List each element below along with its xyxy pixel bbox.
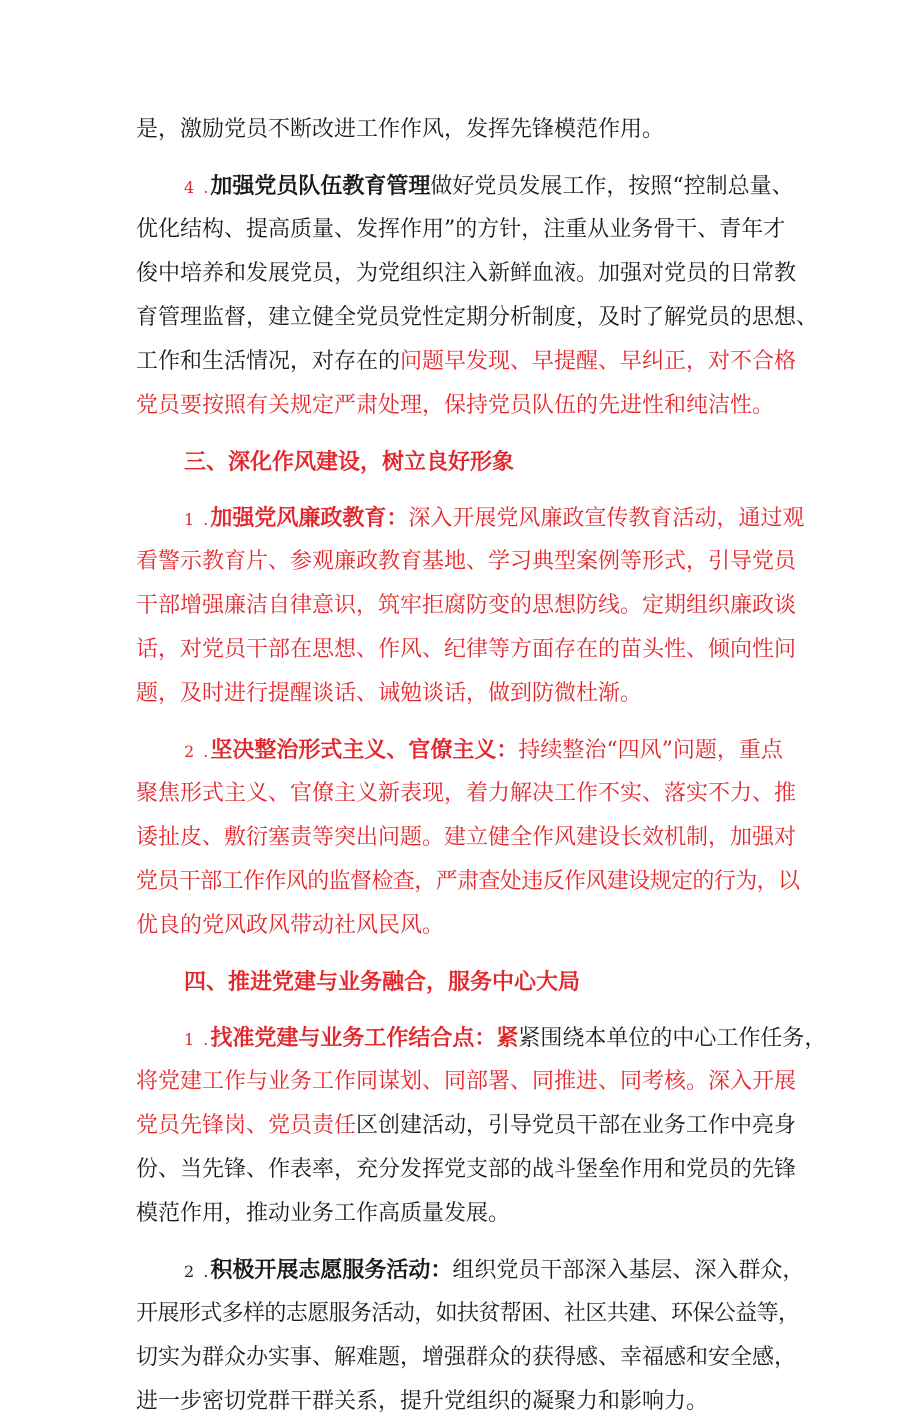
paragraph-continuation	[136, 108, 800, 152]
paragraph-text: 持续整治“四风”问题，重点	[518, 738, 783, 763]
paragraph-4-1-line	[136, 1060, 800, 1104]
paragraph-text: 俊中培养和发展党员，为党组织注入新鲜血液。加强对党员的日常教	[136, 261, 797, 286]
item-number: 1 .	[184, 1030, 211, 1049]
paragraph-4-line	[136, 340, 800, 384]
section-heading-text: 三、深化作风建设，树立良好形象	[184, 449, 515, 475]
paragraph-3-1-line	[136, 672, 800, 716]
section-heading	[136, 440, 800, 484]
paragraph-text: 份、当先锋、作表率，充分发挥党支部的战斗堡垒作用和党员的先锋	[136, 1157, 797, 1182]
item-number: 1 .	[184, 510, 211, 529]
paragraph-text: 区创建活动，引导党员干部在业务工作中亮身	[356, 1113, 797, 1138]
paragraph-3-2-line	[136, 904, 800, 948]
document-page	[136, 108, 827, 1424]
paragraph-4-line	[136, 164, 800, 208]
paragraph-text: 干部增强廉洁自律意识，筑牢拒腐防变的思想防线。定期组织廉政谈	[136, 593, 797, 618]
highlighted-text: 党员先锋岗、党员责任	[136, 1113, 357, 1138]
paragraph-text: 开展形式多样的志愿服务活动，如扶贫帮困、社区共建、环保公益等，	[136, 1301, 800, 1326]
item-number: 2 .	[184, 1262, 211, 1281]
paragraph-text: 工作和生活情况，对存在的	[136, 349, 401, 374]
item-title: 加强党风廉政教育：	[210, 505, 409, 531]
item-title: 加强党员队伍教育管理	[210, 173, 431, 199]
paragraph-3-1-line	[136, 496, 805, 540]
paragraph-text: 育管理监督，建立健全党员党性定期分析制度，及时了解党员的思想、	[136, 305, 819, 330]
paragraph-3-2-line	[136, 860, 800, 904]
paragraph-3-2-line	[136, 816, 800, 860]
paragraph-text: 党员干部工作作风的监督检查，严肃查处违反作风建设规定的行为，以	[136, 869, 800, 894]
paragraph-text: 看警示教育片、参观廉政教育基地、学习典型案例等形式，引导党员	[136, 549, 797, 574]
highlighted-text: 党员要按照有关规定严肃处理，保持党员队伍的先进性和纯洁性。	[136, 393, 775, 418]
paragraph-text: 组织党员干部深入基层、深入群众，	[452, 1258, 805, 1283]
paragraph-text: 切实为群众办实事、解难题，增强群众的获得感、幸福感和安全感，	[136, 1345, 797, 1370]
item-title: 找准党建与业务工作结合点：	[210, 1025, 497, 1051]
paragraph-4-2-line	[136, 1292, 800, 1336]
highlighted-text: 问题早发现、早提醒、早纠正，对不合格	[400, 349, 797, 374]
paragraph-4-2-line	[136, 1380, 800, 1424]
paragraph-3-2-line	[136, 728, 800, 772]
paragraph-text: 将党建工作与业务工作同谋划、同部署、同推进、同考核。深入开展	[136, 1069, 797, 1094]
section-heading-text: 四、推进党建与业务融合，服务中心大局	[184, 969, 581, 995]
paragraph-4-line	[136, 252, 800, 296]
item-title: 积极开展志愿服务活动：	[210, 1257, 453, 1283]
paragraph-4-line	[136, 208, 800, 252]
paragraph-text: 聚焦形式主义、官僚主义新表现，着力解决工作不实、落实不力、推	[136, 781, 797, 806]
paragraph-3-1-line	[136, 628, 800, 672]
paragraph-4-2-line	[136, 1336, 800, 1380]
item-number: 2 .	[184, 742, 211, 761]
section-heading	[136, 960, 800, 1004]
paragraph-4-2-line	[136, 1248, 805, 1292]
paragraph-3-1-line	[136, 584, 800, 628]
paragraph-text: 诿扯皮、敷衍塞责等突出问题。建立健全作风建设长效机制，加强对	[136, 825, 797, 850]
paragraph-3-2-line	[136, 772, 800, 816]
paragraph-4-line	[136, 384, 800, 428]
item-title-tail: 紧	[496, 1025, 519, 1051]
item-number: 4 .	[184, 178, 211, 197]
paragraph-text: 深入开展党风廉政宣传教育活动，通过观	[408, 506, 805, 531]
paragraph-4-1-line	[136, 1148, 800, 1192]
paragraph-4-line	[136, 296, 819, 340]
paragraph-4-1-line	[136, 1192, 800, 1236]
paragraph-text: 优良的党风政风带动社风民风。	[136, 913, 445, 938]
paragraph-text: 做好党员发展工作，按照“控制总量、	[430, 174, 794, 199]
paragraph-text: 优化结构、提高质量、发挥作用”的方针，注重从业务骨干、青年才	[136, 217, 786, 242]
item-title: 坚决整治形式主义、官僚主义：	[210, 737, 519, 763]
paragraph-text: 进一步密切党群干群关系，提升党组织的凝聚力和影响力。	[136, 1389, 709, 1414]
paragraph-text: 紧围绕本单位的中心工作任务，	[518, 1026, 827, 1051]
paragraph-4-1-line	[136, 1016, 827, 1060]
paragraph-3-1-line	[136, 540, 800, 584]
paragraph-text: 模范作用，推动业务工作高质量发展。	[136, 1201, 511, 1226]
paragraph-text: 题，及时进行提醒谈话、诫勉谈话，做到防微杜渐。	[136, 681, 643, 706]
paragraph-text: 话，对党员干部在思想、作风、纪律等方面存在的苗头性、倾向性问	[136, 637, 797, 662]
paragraph-4-1-line	[136, 1104, 800, 1148]
paragraph-text: 是，激励党员不断改进工作作风，发挥先锋模范作用。	[136, 117, 665, 142]
